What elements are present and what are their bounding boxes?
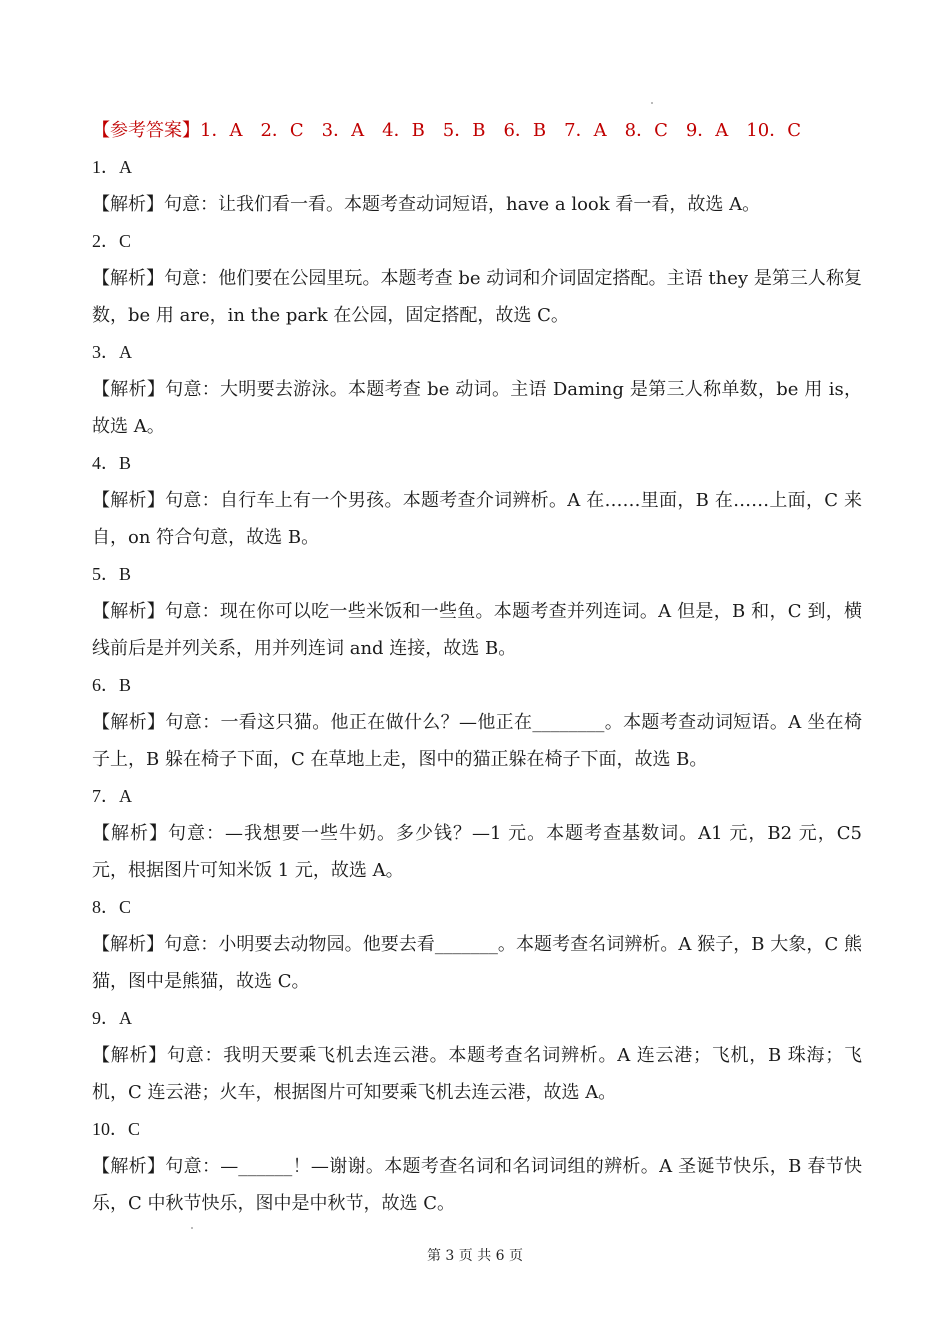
question-number: 1．A: [92, 157, 132, 177]
question-item: [92, 667, 862, 778]
question-analysis: 【解析】句意：现在你可以吃一些米饭和一些鱼。本题考查并列连词。A 但是，B 和，C 到，横线前后是并列关系，用并列连词 and 连接，故选 B。: [92, 601, 862, 659]
question-item: [92, 445, 862, 556]
question-number: 2．C: [92, 231, 132, 251]
question-item: [92, 1000, 862, 1111]
question-analysis: 【解析】句意：我明天要乘飞机去连云港。本题考查名词辨析。A 连云港；飞机，B 珠海；飞机，C 连云港；火车，根据图片可知要乘飞机去连云港，故选 A。: [92, 1045, 862, 1103]
answer-document: [92, 112, 862, 1222]
question-item: [92, 223, 862, 334]
question-item: [92, 556, 862, 667]
question-analysis: 【解析】句意：小明要去动物园。他要去看_______。本题考查名词辨析。A 猴子，B 大象，C 熊猫，图中是熊猫，故选 C。: [92, 934, 862, 992]
page-footer: 第 3 页 共 6 页: [426, 1248, 524, 1264]
question-item: [92, 334, 862, 445]
question-analysis: 【解析】句意：他们要在公园里玩。本题考查 be 动词和介词固定搭配。主语 they 是第三人称复数，be 用 are，in the park 在公园，固定搭配，故选 C。: [92, 268, 862, 326]
answer-key-line: 【参考答案】1．A 2．C 3．A 4．B 5．B 6．B 7．A 8．C 9．A 10．C: [92, 120, 801, 141]
question-item: [92, 1111, 862, 1222]
scan-speck: [651, 102, 653, 104]
question-number: 7．A: [92, 786, 132, 806]
question-analysis: 【解析】句意：—______！—谢谢。本题考查名词和名词词组的辨析。A 圣诞节快乐，B 春节快乐，C 中秋节快乐，图中是中秋节，故选 C。: [92, 1156, 862, 1214]
question-number: 9．A: [92, 1008, 132, 1028]
question-number: 5．B: [92, 564, 132, 584]
question-number: 4．B: [92, 453, 132, 473]
question-analysis: 【解析】句意：让我们看一看。本题考查动词短语，have a look 看一看，故选 A。: [92, 194, 761, 215]
question-number: 10．C: [92, 1119, 141, 1139]
question-analysis: 【解析】句意：自行车上有一个男孩。本题考查介词辨析。A 在……里面，B 在……上面，C 来自，on 符合句意，故选 B。: [92, 490, 862, 548]
question-number: 8．C: [92, 897, 132, 917]
question-item: [92, 778, 862, 889]
question-analysis: 【解析】句意：大明要去游泳。本题考查 be 动词。主语 Daming 是第三人称单数，be 用 is，故选 A。: [92, 379, 862, 437]
scan-speck: [191, 1227, 193, 1229]
question-item: [92, 149, 862, 223]
question-analysis: 【解析】句意：—我想要一些牛奶。多少钱？—1 元。本题考查基数词。A1 元，B2 元，C5 元，根据图片可知米饭 1 元，故选 A。: [92, 823, 862, 881]
question-number: 3．A: [92, 342, 132, 362]
question-item: [92, 889, 862, 1000]
question-analysis: 【解析】句意：一看这只猫。他正在做什么？—他正在________。本题考查动词短语。A 坐在椅子上，B 躲在椅子下面，C 在草地上走，图中的猫正躲在椅子下面，故选 B。: [92, 712, 862, 770]
question-number: 6．B: [92, 675, 132, 695]
